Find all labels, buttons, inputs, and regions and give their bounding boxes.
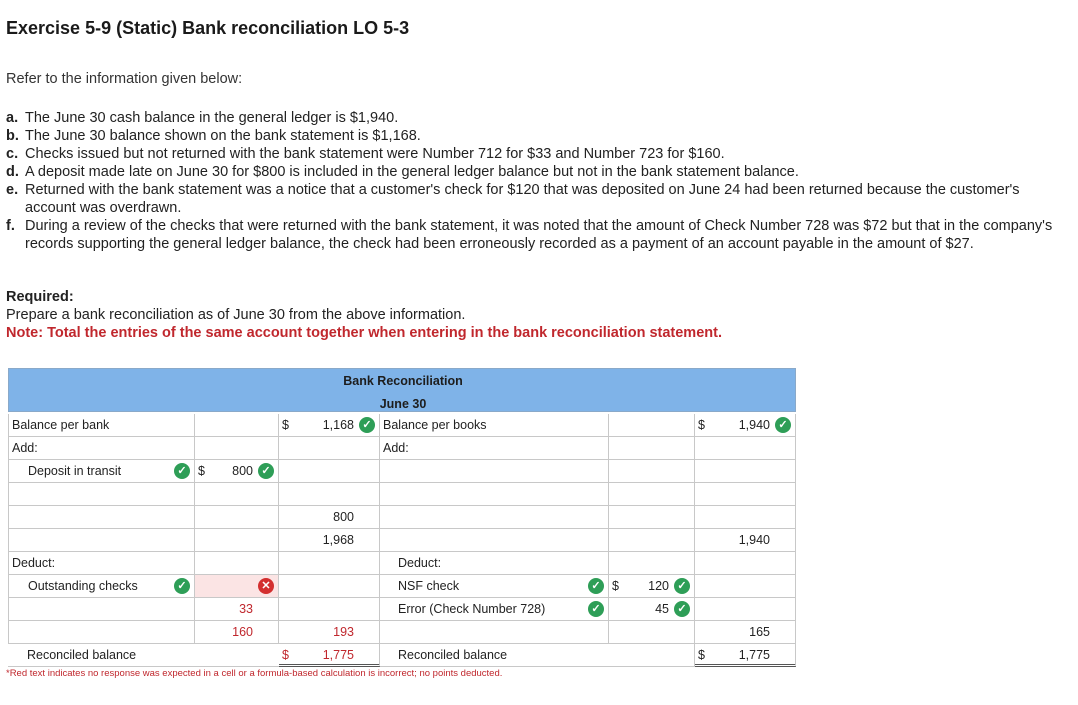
empty-cell[interactable] (695, 598, 796, 621)
empty-cell[interactable] (8, 621, 195, 644)
fact-item: a. The June 30 cash balance in the general ledger is $1,940. (6, 110, 399, 126)
currency-symbol: $ (698, 418, 705, 432)
empty-cell[interactable] (8, 529, 195, 552)
currency-symbol: $ (698, 648, 705, 662)
empty-cell[interactable] (8, 483, 195, 506)
bank-after-add-value: 1,968 (322, 533, 354, 547)
empty-cell[interactable] (8, 598, 195, 621)
empty-cell[interactable] (279, 460, 380, 483)
bank-after-add-cell[interactable] (279, 529, 380, 552)
nsf-value-cell[interactable] (609, 575, 695, 598)
table-row (8, 644, 796, 667)
fact-item: e. Returned with the bank statement was a notice that a customer's check for $120 that was deposited on June 24 had been returned because the customer's account was overdrawn. (6, 182, 1020, 216)
empty-cell[interactable] (279, 598, 380, 621)
fact-item: b. The June 30 balance shown on the bank statement is $1,168. (6, 128, 421, 144)
empty-cell[interactable] (695, 552, 796, 575)
exercise-title: Exercise 5-9 (Static) Bank reconciliation LO 5-3 (6, 18, 410, 38)
table-row (8, 414, 796, 437)
table-row (8, 437, 796, 460)
books-reconciled-value-cell[interactable] (695, 644, 796, 667)
bank-add-col-empty[interactable] (195, 414, 279, 437)
required-heading: Required: (6, 289, 74, 305)
empty-cell[interactable] (195, 506, 279, 529)
balance-per-bank-value-cell[interactable] (279, 414, 380, 437)
table-header (8, 368, 796, 412)
books-reconciled-label-cell[interactable] (380, 644, 609, 667)
table-row (8, 575, 796, 598)
empty-cell[interactable] (695, 506, 796, 529)
bank-reconciled-value-cell[interactable] (279, 644, 380, 667)
empty-cell[interactable] (380, 506, 609, 529)
deposit-in-transit-label: Deposit in transit (28, 464, 122, 478)
empty-cell[interactable] (8, 506, 195, 529)
books-after-add-value: 1,940 (738, 533, 770, 547)
check-712-cell[interactable] (195, 598, 279, 621)
nsf-label-cell[interactable] (380, 575, 609, 598)
books-deduct-total-cell[interactable] (695, 621, 796, 644)
currency-symbol: $ (198, 464, 205, 478)
intro-text: Refer to the information given below: (6, 71, 243, 87)
deposit-in-transit-value: 800 (232, 464, 253, 478)
balance-per-books-value-cell[interactable] (695, 414, 796, 437)
correct-check-icon: ✓ (588, 601, 604, 617)
outstanding-check-723-value: 160 (232, 625, 253, 639)
books-deduct-total: 165 (749, 625, 770, 639)
books-deduct-label-cell[interactable] (380, 552, 609, 575)
empty-cell[interactable] (695, 460, 796, 483)
correct-check-icon: ✓ (674, 578, 690, 594)
balance-per-books-label: Balance per books (383, 418, 487, 432)
bank-add-label: Add: (12, 441, 38, 455)
empty-cell[interactable] (380, 621, 609, 644)
bank-deduct-label: Deduct: (12, 556, 56, 570)
empty-cell[interactable] (195, 437, 279, 460)
nsf-check-label: NSF check (398, 579, 460, 593)
correct-check-icon: ✓ (359, 417, 375, 433)
empty-cell[interactable] (609, 483, 695, 506)
empty-cell[interactable] (195, 529, 279, 552)
table-date: June 30 (379, 397, 427, 411)
balance-per-books-value: 1,940 (738, 418, 770, 432)
table-row (8, 460, 796, 483)
footnote: *Red text indicates no response was expected in a cell or a formula-based calculation is incorrect; no points deducted. (6, 668, 503, 679)
balance-per-books-label-cell[interactable] (380, 414, 609, 437)
error-value-cell[interactable] (609, 598, 695, 621)
correct-check-icon: ✓ (174, 578, 190, 594)
table-row (8, 552, 796, 575)
fact-item: f. During a review of the checks that were returned with the bank statement, it was noted that the amount of Check Number 728 was $72 but that in the company's records supporting the general ledger balance, the check had been erroneously recorded as a payment of an account payable in the amount of $27. (6, 218, 1053, 252)
empty-cell[interactable] (695, 437, 796, 460)
table-row (8, 483, 796, 506)
empty-cell[interactable] (609, 437, 695, 460)
bank-add-label-cell[interactable] (8, 437, 195, 460)
fact-item: c. Checks issued but not returned with the bank statement were Number 712 for $33 and Number 723 for $160. (6, 146, 725, 162)
empty-cell[interactable] (695, 575, 796, 598)
correct-check-icon: ✓ (674, 601, 690, 617)
error-check-728-label: Error (Check Number 728) (398, 602, 546, 616)
deposit-value-cell[interactable] (195, 460, 279, 483)
empty-cell[interactable] (609, 506, 695, 529)
bank-add-subtotal-cell[interactable] (279, 506, 380, 529)
books-reconciled-label: Reconciled balance (398, 648, 508, 662)
empty-cell[interactable] (279, 483, 380, 506)
outstanding-check-712-value: 33 (239, 602, 253, 616)
bank-add-subtotal: 800 (333, 510, 354, 524)
deposit-label-cell[interactable] (8, 460, 195, 483)
required-note: Note: Total the entries of the same account together when entering in the bank reconciliation statement. (6, 325, 722, 341)
bank-reconciled-label-cell[interactable] (8, 644, 195, 667)
books-add-col-empty[interactable] (609, 414, 695, 437)
required-section (6, 288, 722, 342)
check-723-cell[interactable] (195, 621, 279, 644)
nsf-check-value: 120 (648, 579, 669, 593)
empty-cell[interactable] (380, 529, 609, 552)
table-row (8, 598, 796, 621)
empty-cell[interactable] (609, 644, 695, 667)
table-title: Bank Reconciliation (343, 374, 463, 388)
fact-item: d. A deposit made late on June 30 for $800 is included in the general ledger balance but not in the bank statement balance. (6, 164, 799, 180)
outstanding-checks-label: Outstanding checks (28, 579, 138, 593)
empty-cell[interactable] (609, 552, 695, 575)
books-after-add-cell[interactable] (695, 529, 796, 552)
books-add-label: Add: (383, 441, 409, 455)
balance-per-bank-label-cell[interactable] (8, 414, 195, 437)
empty-cell[interactable] (279, 552, 380, 575)
table-row (8, 506, 796, 529)
books-add-label-cell[interactable] (380, 437, 609, 460)
empty-cell[interactable] (609, 460, 695, 483)
bank-reconciled-label: Reconciled balance (27, 648, 137, 662)
correct-check-icon: ✓ (775, 417, 791, 433)
empty-cell[interactable] (380, 483, 609, 506)
incorrect-x-icon: ✕ (258, 578, 274, 594)
bank-deduct-total: 193 (333, 625, 354, 639)
required-text: Prepare a bank reconciliation as of June 30 from the above information. (6, 307, 466, 323)
empty-cell[interactable] (195, 552, 279, 575)
currency-symbol: $ (282, 418, 289, 432)
empty-cell[interactable] (380, 460, 609, 483)
table-row (8, 529, 796, 552)
currency-symbol: $ (282, 648, 289, 662)
empty-cell[interactable] (279, 575, 380, 598)
empty-cell[interactable] (695, 483, 796, 506)
empty-cell[interactable] (279, 437, 380, 460)
bank-reconciled-value: 1,775 (322, 648, 354, 662)
empty-cell[interactable] (609, 529, 695, 552)
empty-cell[interactable] (195, 483, 279, 506)
currency-symbol: $ (612, 579, 619, 593)
error-label-cell[interactable] (380, 598, 609, 621)
correct-check-icon: ✓ (258, 463, 274, 479)
bank-deduct-total-cell[interactable] (279, 621, 380, 644)
facts-list (6, 109, 1056, 253)
balance-per-bank-label: Balance per bank (12, 418, 110, 432)
outstanding-checks-empty-cell[interactable] (195, 575, 279, 598)
balance-per-bank-value: 1,168 (322, 418, 354, 432)
books-reconciled-value: 1,775 (738, 648, 770, 662)
empty-cell[interactable] (609, 621, 695, 644)
books-deduct-label: Deduct: (398, 556, 442, 570)
error-check-728-value: 45 (655, 602, 669, 616)
correct-check-icon: ✓ (588, 578, 604, 594)
bank-deduct-label-cell[interactable] (8, 552, 195, 575)
table-row (8, 621, 796, 644)
outstanding-checks-label-cell[interactable] (8, 575, 195, 598)
correct-check-icon: ✓ (174, 463, 190, 479)
empty-cell[interactable] (195, 644, 279, 667)
